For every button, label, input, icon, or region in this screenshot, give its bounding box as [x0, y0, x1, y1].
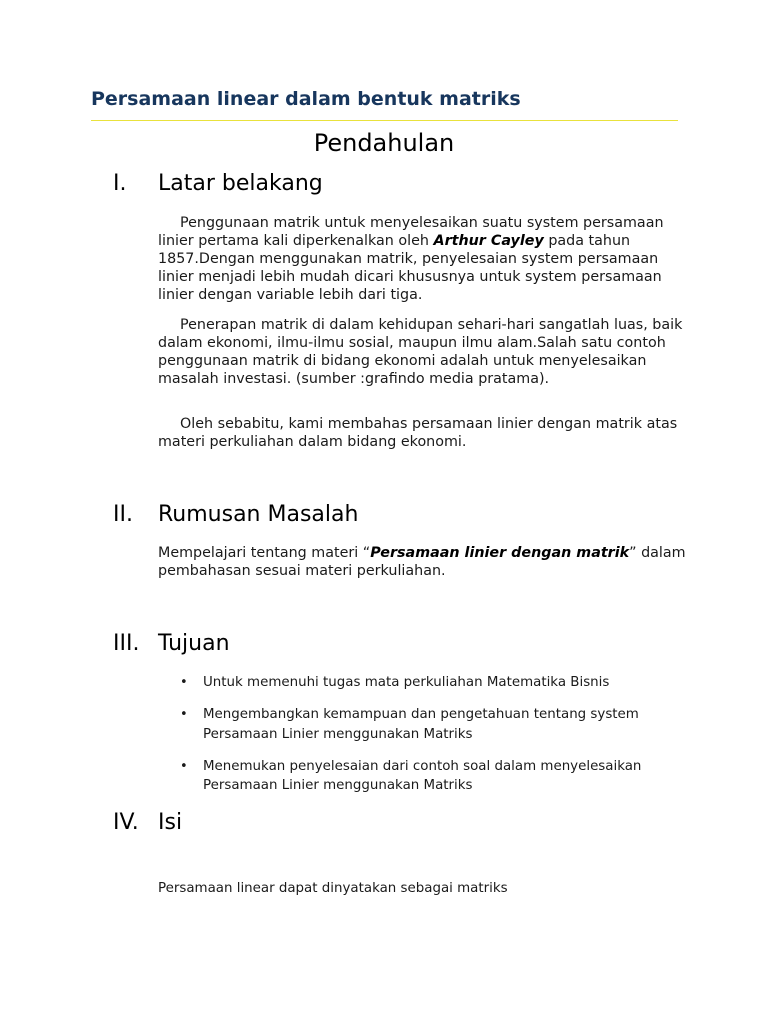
section-title: Latar belakang	[158, 171, 323, 196]
section-heading-isi	[113, 810, 182, 835]
document-heading: Pendahulan	[313, 129, 455, 157]
emphasis-topic: Persamaan linier dengan matrik	[370, 545, 630, 561]
section-number: I.	[113, 171, 127, 196]
paragraph-latar-3: Oleh sebabitu, kami membahas persamaan linier dengan matrik atas materi perkuliahan dalam bidang ekonomi.	[158, 416, 678, 450]
bullet-icon: •	[180, 758, 188, 774]
paragraph-latar-1	[158, 214, 688, 304]
emphasis-name: Arthur Cayley	[433, 233, 544, 249]
paragraph-latar-2: Penerapan matrik di dalam kehidupan sehari-hari sangatlah luas, baik dalam ekonomi, ilmu-ilmu sosial, maupun ilmu alam.Salah satu contoh penggunaan matrik di bidang ekonomi adalah untuk menyelesaikan masalah investasi. (sumber :grafindo media pratama).	[158, 317, 683, 387]
section-heading-rumusan-masalah	[113, 502, 358, 527]
paragraph-text: pada tahun 1857.Dengan menggunakan matrik, penyelesaian system persamaan linier menjadi lebih mudah dicari khususnya untuk system persamaan linier dengan variable lebih dari tiga.	[158, 233, 662, 303]
paragraph-text: ” dalam pembahasan sesuai materi perkuliahan.	[158, 545, 686, 579]
section-number: III.	[113, 631, 140, 656]
section-number: IV.	[113, 810, 139, 835]
bullet-icon: •	[180, 675, 188, 690]
section-heading-tujuan	[113, 631, 230, 656]
list-item-text: Mengembangkan kemampuan dan pengetahuan tentang system Persamaan Linier menggunakan Matriks	[203, 707, 639, 742]
section-heading-latar-belakang	[113, 171, 323, 196]
tujuan-list	[180, 673, 680, 808]
list-item-text: Untuk memenuhi tugas mata perkuliahan Matematika Bisnis	[203, 675, 610, 690]
list-item	[180, 705, 680, 744]
paragraph-isi: Persamaan linear dapat dinyatakan sebagai matriks	[158, 881, 508, 896]
title-underline	[91, 120, 678, 121]
list-item	[180, 757, 680, 796]
section-number: II.	[113, 502, 133, 527]
list-item	[180, 673, 680, 693]
section-title: Tujuan	[158, 631, 230, 656]
paragraph-text: Penggunaan matrik untuk menyelesaikan suatu system persamaan linier pertama kali diperkenalkan oleh	[158, 215, 664, 249]
paragraph-text: Mempelajari tentang materi “	[158, 545, 371, 561]
document-title: Persamaan linear dalam bentuk matriks	[91, 88, 521, 110]
section-title: Rumusan Masalah	[158, 502, 359, 527]
bullet-icon: •	[180, 707, 188, 722]
list-item-text: Menemukan penyelesaian dari contoh soal dalam menyelesaikan Persamaan Linier menggunakan Matriks	[203, 758, 642, 793]
paragraph-rumusan	[158, 544, 688, 580]
section-title: Isi	[158, 810, 183, 835]
